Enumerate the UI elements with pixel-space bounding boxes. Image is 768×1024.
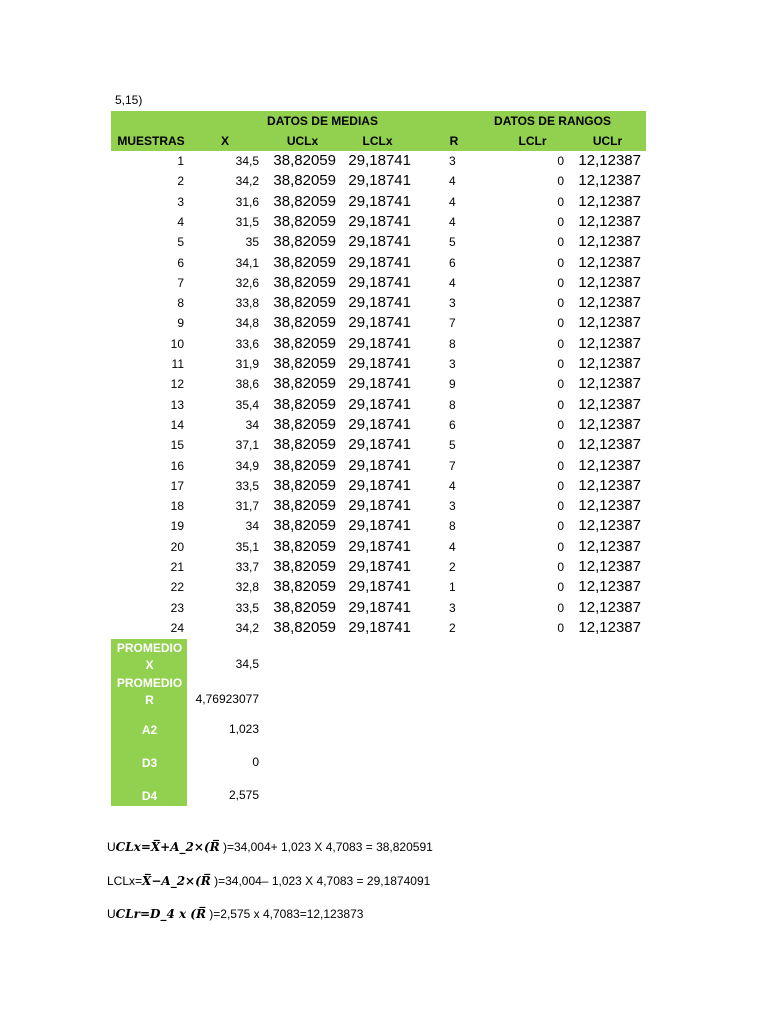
cell-muestra: 7: [177, 275, 184, 290]
stat-label-line1: D3: [141, 756, 158, 770]
table-row: [0, 334, 768, 354]
cell-uclx: 38,82059: [273, 598, 336, 616]
cell-uclx: 38,82059: [273, 578, 336, 596]
cell-muestra: 11: [171, 357, 184, 371]
cell-r: 6: [449, 417, 456, 432]
cell-x: 33,5: [235, 600, 259, 615]
formula-uclr-expr: CLr=D_4 x (R̅: [115, 907, 206, 921]
cell-lclr: 0: [557, 194, 564, 209]
cell-lclr: 0: [557, 620, 564, 635]
cell-x: 35,1: [235, 539, 259, 554]
cell-muestra: 15: [170, 438, 184, 453]
stat-value: 0: [252, 755, 259, 769]
cell-uclx: 38,82059: [273, 476, 336, 494]
cell-uclx: 38,82059: [273, 618, 336, 636]
cell-x: 38,6: [235, 377, 259, 392]
uclx-header: UCLx: [286, 134, 319, 148]
cell-lclr: 0: [557, 560, 564, 574]
formula-lclx-prefix: LCLx=: [107, 874, 143, 888]
cell-lclr: 0: [557, 478, 564, 493]
cell-lclx: 29,18741: [348, 172, 411, 190]
stat-label-line2: R: [145, 693, 154, 707]
cell-lclr: 0: [557, 357, 564, 371]
stat-label-line1: D4: [141, 789, 158, 803]
cell-lclr: 0: [557, 499, 564, 514]
cell-muestra: 20: [170, 539, 184, 554]
cell-lclx: 29,18741: [348, 476, 411, 494]
cell-uclx: 38,82059: [273, 212, 336, 230]
stat-value: 2,575: [228, 788, 259, 802]
cell-lclx: 29,18741: [348, 253, 411, 271]
cell-muestra: 19: [170, 519, 184, 534]
cell-x: 35: [245, 235, 259, 250]
cell-r: 3: [449, 600, 456, 615]
cell-uclx: 38,82059: [273, 395, 336, 413]
stat-value: 1,023: [228, 722, 259, 736]
cell-x: 34,2: [235, 174, 259, 189]
table-row: [0, 415, 768, 435]
cell-r: 4: [449, 539, 456, 554]
cell-x: 32,6: [235, 275, 259, 290]
formula-lclx: [107, 874, 430, 888]
cell-lclx: 29,18741: [348, 497, 411, 515]
stat-label: [112, 722, 187, 739]
cell-uclx: 38,82059: [273, 436, 336, 454]
cell-lclx: 29,18741: [348, 558, 411, 575]
cell-uclr: 12,12387: [578, 618, 641, 636]
cell-lclr: 0: [557, 580, 564, 595]
cell-uclr: 12,12387: [578, 253, 641, 271]
cell-r: 4: [449, 478, 456, 493]
cell-x: 33,5: [235, 478, 259, 493]
cell-r: 3: [449, 499, 456, 514]
uclr-header: UCLr: [592, 134, 623, 148]
formula-uclx: [107, 840, 433, 854]
cell-lclr: 0: [557, 316, 564, 331]
table-row: [0, 212, 768, 232]
stat-label-line1: A2: [141, 723, 158, 737]
cell-muestra: 5: [177, 235, 184, 250]
cell-lclr: 0: [557, 519, 564, 534]
cell-muestra: 18: [170, 499, 184, 514]
cell-lclx: 29,18741: [348, 578, 411, 596]
stat-value: 34,5: [235, 657, 259, 671]
cell-uclx: 38,82059: [273, 537, 336, 555]
cell-uclx: 38,82059: [273, 172, 336, 190]
formula-uclr: [107, 907, 363, 921]
table-row: [0, 598, 768, 618]
stat-value: 4,76923077: [195, 692, 259, 706]
cell-uclr: 12,12387: [578, 314, 641, 332]
cell-uclr: 12,12387: [578, 415, 641, 433]
formula-lclx-rest: )=34,004– 1,023 X 4,7083 = 29,1874091: [210, 874, 431, 888]
stat-label: [112, 675, 187, 709]
cell-lclx: 29,18741: [348, 334, 411, 352]
stat-label-line1: PROMEDIO: [116, 641, 183, 655]
cell-muestra: 1: [177, 154, 184, 168]
cell-uclx: 38,82059: [273, 415, 336, 433]
cell-x: 37,1: [235, 438, 259, 453]
cell-uclx: 38,82059: [273, 517, 336, 535]
table-row: [0, 456, 768, 476]
cell-uclx: 38,82059: [273, 233, 336, 251]
cell-lclx: 29,18741: [348, 355, 411, 372]
table-row: [0, 151, 768, 171]
table-row: [0, 476, 768, 496]
cell-x: 35,4: [235, 397, 259, 412]
formula-uclx-rest: )=34,004+ 1,023 X 4,7083 = 38,820591: [219, 840, 433, 854]
cell-x: 34,9: [235, 458, 259, 473]
cell-lclx: 29,18741: [348, 415, 411, 433]
cell-uclr: 12,12387: [578, 212, 641, 230]
cell-muestra: 2: [177, 174, 184, 189]
cell-r: 5: [449, 438, 456, 453]
cell-lclx: 29,18741: [348, 233, 411, 251]
table-row: [0, 171, 768, 191]
cell-lclx: 29,18741: [348, 192, 411, 210]
table-row: [0, 496, 768, 516]
cell-r: 2: [449, 620, 456, 635]
cell-uclr: 12,12387: [578, 558, 641, 575]
muestras-header: MUESTRAS: [117, 134, 185, 148]
cell-r: 3: [449, 357, 456, 371]
cell-x: 33,8: [235, 296, 259, 311]
cell-uclx: 38,82059: [273, 558, 336, 575]
cell-muestra: 6: [177, 255, 184, 270]
cell-uclx: 38,82059: [273, 497, 336, 515]
table-row: [0, 273, 768, 293]
cell-x: 34,5: [235, 154, 259, 168]
cell-lclx: 29,18741: [348, 395, 411, 413]
cell-uclr: 12,12387: [578, 152, 641, 169]
cell-uclx: 38,82059: [273, 334, 336, 352]
cell-lclr: 0: [557, 397, 564, 412]
cell-lclx: 29,18741: [348, 456, 411, 474]
lclx-header: LCLx: [362, 134, 393, 148]
cell-muestra: 24: [170, 620, 184, 635]
formula-uclr-prefix: U: [107, 907, 116, 921]
cell-uclx: 38,82059: [273, 253, 336, 271]
cell-muestra: 9: [177, 316, 184, 331]
cell-muestra: 23: [170, 600, 184, 615]
cell-muestra: 13: [170, 397, 184, 412]
cell-uclr: 12,12387: [578, 598, 641, 616]
cell-r: 6: [449, 255, 456, 270]
cell-lclr: 0: [557, 600, 564, 615]
formula-uclx-prefix: U: [107, 840, 116, 854]
cell-uclx: 38,82059: [273, 355, 336, 372]
cell-lclr: 0: [557, 255, 564, 270]
cell-lclr: 0: [557, 296, 564, 311]
cell-lclr: 0: [557, 214, 564, 229]
cell-lclr: 0: [557, 458, 564, 473]
cell-lclx: 29,18741: [348, 152, 411, 169]
cell-muestra: 16: [170, 458, 184, 473]
stat-label: [112, 755, 187, 772]
stat-label-line2: X: [145, 658, 154, 672]
cell-muestra: 21: [170, 560, 184, 574]
cell-x: 31,7: [235, 499, 259, 514]
cell-lclr: 0: [557, 539, 564, 554]
cell-lclx: 29,18741: [348, 212, 411, 230]
table-row: [0, 354, 768, 374]
cell-uclr: 12,12387: [578, 375, 641, 393]
cell-lclx: 29,18741: [348, 598, 411, 616]
cell-lclx: 29,18741: [348, 314, 411, 332]
cell-lclx: 29,18741: [348, 537, 411, 555]
table-row: [0, 313, 768, 333]
cell-r: 8: [449, 397, 456, 412]
cell-lclr: 0: [557, 377, 564, 392]
cell-lclx: 29,18741: [348, 436, 411, 454]
cell-x: 34,2: [235, 620, 259, 635]
cell-uclr: 12,12387: [578, 273, 641, 291]
cell-x: 34,8: [235, 316, 259, 331]
cell-muestra: 17: [170, 478, 184, 493]
table-row: [0, 374, 768, 394]
top-fragment-text: 5,15): [115, 93, 143, 107]
table-row: [0, 253, 768, 273]
cell-x: 34,1: [235, 255, 259, 270]
table-row: [0, 618, 768, 638]
cell-r: 8: [449, 336, 456, 351]
cell-uclr: 12,12387: [578, 334, 641, 352]
cell-x: 33,7: [235, 560, 259, 574]
cell-muestra: 22: [170, 580, 184, 595]
stat-label-line1: PROMEDIO: [116, 676, 183, 690]
cell-r: 4: [449, 194, 456, 209]
cell-lclx: 29,18741: [348, 517, 411, 535]
cell-uclr: 12,12387: [578, 537, 641, 555]
cell-uclr: 12,12387: [578, 497, 641, 515]
cell-r: 7: [449, 316, 456, 331]
cell-r: 5: [449, 235, 456, 250]
cell-uclr: 12,12387: [578, 578, 641, 596]
cell-lclr: 0: [557, 275, 564, 290]
formula-uclx-expr: CLx=X̅+A_2×(R̅: [115, 840, 220, 854]
table-row: [0, 293, 768, 313]
cell-lclr: 0: [557, 417, 564, 432]
cell-x: 32,8: [235, 580, 259, 595]
cell-muestra: 12: [170, 377, 184, 392]
table-row: [0, 557, 768, 577]
cell-r: 2: [449, 560, 456, 574]
cell-r: 4: [449, 214, 456, 229]
table-row: [0, 577, 768, 597]
cell-lclr: 0: [557, 438, 564, 453]
cell-uclx: 38,82059: [273, 273, 336, 291]
cell-x: 34: [245, 417, 259, 432]
cell-r: 3: [449, 154, 456, 168]
cell-uclr: 12,12387: [578, 233, 641, 251]
cell-r: 1: [449, 580, 456, 595]
cell-uclr: 12,12387: [578, 294, 641, 312]
cell-uclr: 12,12387: [578, 395, 641, 413]
cell-uclr: 12,12387: [578, 192, 641, 210]
rangos-group-header: DATOS DE RANGOS: [494, 114, 611, 128]
cell-lclr: 0: [557, 235, 564, 250]
table-row: [0, 192, 768, 212]
cell-muestra: 14: [170, 417, 184, 432]
cell-x: 31,6: [235, 194, 259, 209]
x-header: X: [220, 134, 229, 148]
cell-uclr: 12,12387: [578, 172, 641, 190]
cell-lclx: 29,18741: [348, 618, 411, 636]
cell-r: 7: [449, 458, 456, 473]
cell-uclr: 12,12387: [578, 436, 641, 454]
cell-uclr: 12,12387: [578, 355, 641, 372]
cell-muestra: 4: [177, 214, 184, 229]
r-header: R: [449, 134, 459, 148]
cell-lclr: 0: [557, 174, 564, 189]
table-row: [0, 232, 768, 252]
cell-lclr: 0: [557, 154, 564, 168]
cell-uclr: 12,12387: [578, 456, 641, 474]
cell-uclx: 38,82059: [273, 375, 336, 393]
cell-uclr: 12,12387: [578, 517, 641, 535]
cell-x: 34: [245, 519, 259, 534]
cell-uclr: 12,12387: [578, 476, 641, 494]
medias-group-header: DATOS DE MEDIAS: [267, 114, 378, 128]
cell-lclx: 29,18741: [348, 294, 411, 312]
cell-uclx: 38,82059: [273, 294, 336, 312]
cell-r: 9: [449, 377, 456, 392]
cell-x: 33,6: [235, 336, 259, 351]
cell-uclx: 38,82059: [273, 152, 336, 169]
stat-label: [112, 788, 187, 805]
table-row: [0, 537, 768, 557]
cell-x: 31,9: [235, 357, 259, 371]
cell-lclr: 0: [557, 336, 564, 351]
table-row: [0, 516, 768, 536]
cell-r: 3: [449, 296, 456, 311]
cell-r: 4: [449, 275, 456, 290]
formula-lclx-expr: X̅−A_2×(R̅: [142, 874, 211, 888]
cell-uclx: 38,82059: [273, 314, 336, 332]
cell-uclx: 38,82059: [273, 456, 336, 474]
cell-lclx: 29,18741: [348, 273, 411, 291]
formula-uclr-rest: )=2,575 x 4,7083=12,123873: [205, 907, 364, 921]
cell-uclx: 38,82059: [273, 192, 336, 210]
cell-muestra: 10: [170, 336, 184, 351]
cell-muestra: 3: [177, 194, 184, 209]
cell-r: 4: [449, 174, 456, 189]
cell-muestra: 8: [177, 296, 184, 311]
cell-x: 31,5: [235, 214, 259, 229]
cell-r: 8: [449, 519, 456, 534]
cell-lclx: 29,18741: [348, 375, 411, 393]
table-row: [0, 435, 768, 455]
table-row: [0, 395, 768, 415]
lclr-header: LCLr: [518, 134, 547, 148]
stat-label: [112, 640, 187, 674]
